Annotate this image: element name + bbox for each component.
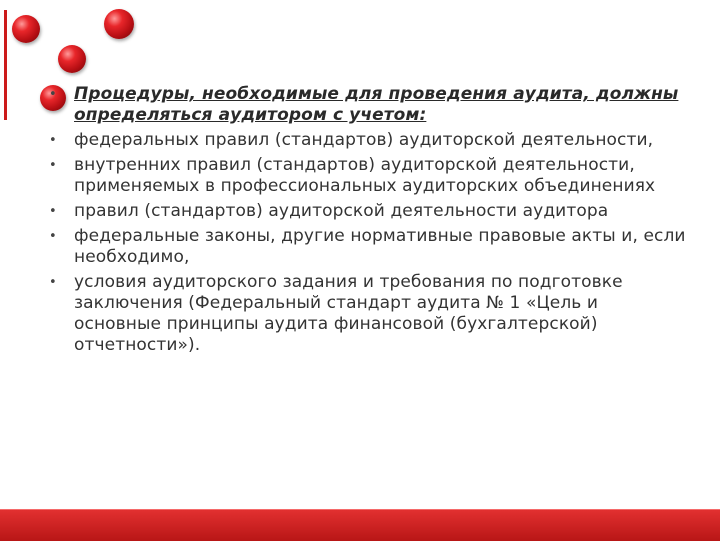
list-item <box>48 130 688 151</box>
red-ball-icon <box>58 45 86 73</box>
bullet-icon: • <box>49 204 57 219</box>
bullet-icon: • <box>49 87 57 102</box>
list-item <box>48 272 688 356</box>
red-ball-icon <box>104 9 134 39</box>
bullet-icon: • <box>49 158 57 173</box>
bullet-icon: • <box>49 133 57 148</box>
list-item <box>48 226 688 268</box>
red-ball-icon <box>12 15 40 43</box>
list-item-text: федеральных правил (стандартов) аудиторской деятельности, <box>74 130 654 150</box>
list-item-text: условия аудиторского задания и требования по подготовке заключения (Федеральный стандарт аудита № 1 «Цель и основные принципы аудита финансовой (бухгалтерской) отчетности»). <box>74 272 623 355</box>
left-accent-bar <box>4 10 7 120</box>
list-item <box>48 201 688 222</box>
bullet-icon: • <box>49 275 57 290</box>
list-item-text: правил (стандартов) аудиторской деятельности аудитора <box>74 201 609 221</box>
footer-bar <box>0 509 720 541</box>
bullet-icon: • <box>49 229 57 244</box>
list-item-text: внутренних правил (стандартов) аудиторской деятельности, применяемых в профессиональных аудиторских объединениях <box>74 155 656 196</box>
bullet-list <box>48 84 688 360</box>
list-item <box>48 155 688 197</box>
list-item <box>48 84 688 126</box>
list-item-heading: Процедуры, необходимые для проведения аудита, должны определяться аудитором с учетом: <box>74 84 679 125</box>
list-item-text: федеральные законы, другие нормативные правовые акты и, если необходимо, <box>74 226 686 267</box>
